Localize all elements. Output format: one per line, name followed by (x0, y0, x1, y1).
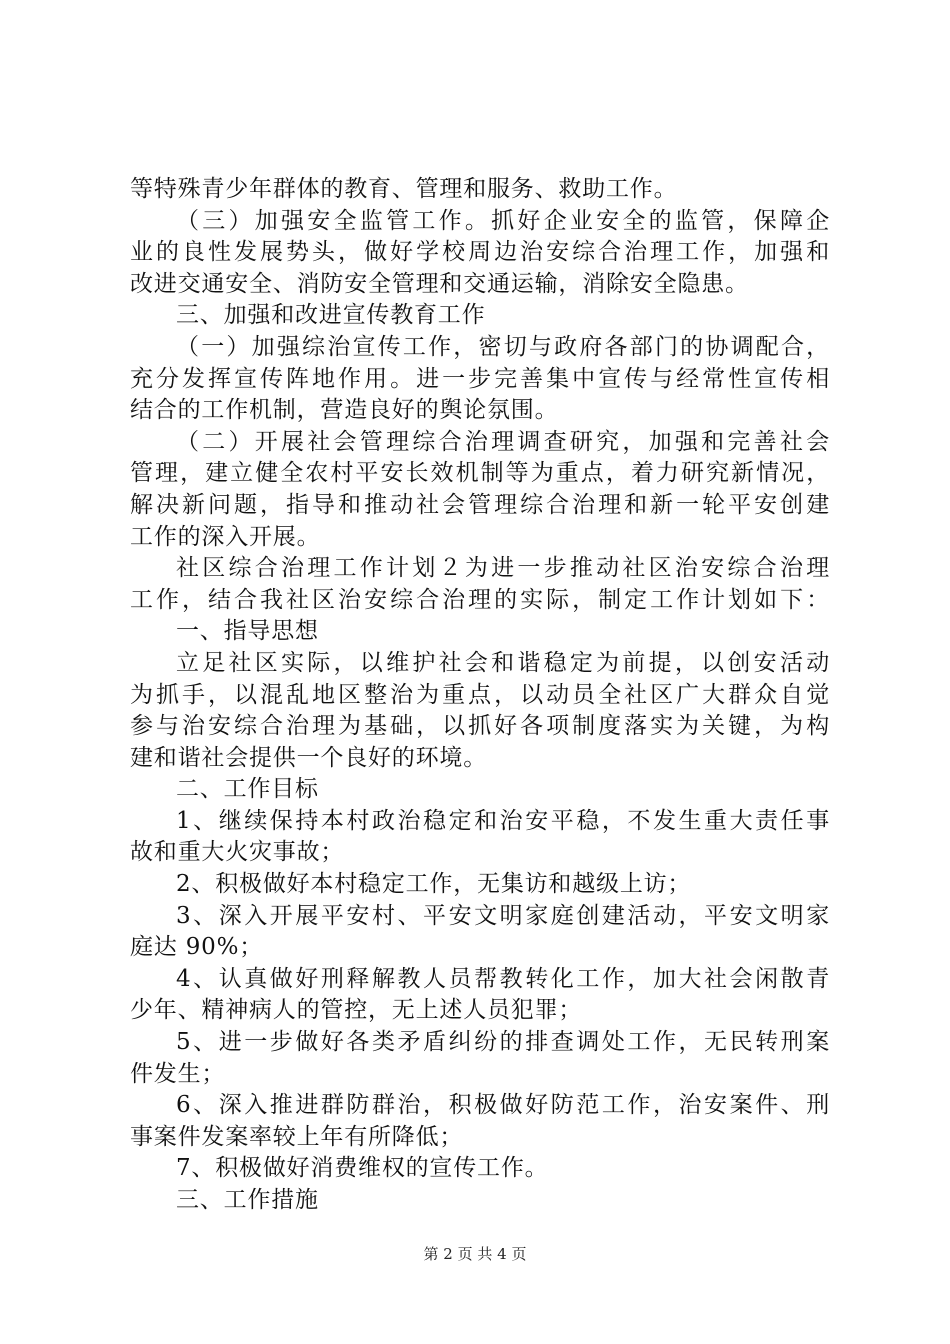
text-line: 二、工作目标 (176, 776, 319, 803)
text-line: 1、继续保持本村政治稳定和治安平稳，不发生重大责任事 (176, 807, 830, 834)
document-body (130, 174, 830, 1217)
text-line: 参与治安综合治理为基础，以抓好各项制度落实为关键，为构 (130, 713, 830, 740)
text-line: 为抓手，以混乱地区整治为重点，以动员全社区广大群众自觉 (130, 681, 830, 708)
text-line: 结合的工作机制，营造良好的舆论氛围。 (130, 397, 559, 424)
text-line: 改进交通安全、消防安全管理和交通运输，消除安全隐患。 (130, 270, 749, 297)
text-line: 工作，结合我社区治安综合治理的实际，制定工作计划如下： (130, 586, 830, 613)
text-line: 三、加强和改进宣传教育工作 (176, 302, 486, 329)
text-line: 管理，建立健全农村平安长效机制等为重点，着力研究新情况， (130, 460, 830, 487)
text-line: 一、指导思想 (176, 618, 319, 645)
text-line: 件发生； (130, 1060, 226, 1087)
text-line: 5、进一步做好各类矛盾纠纷的排查调处工作，无民转刑案 (176, 1029, 830, 1056)
text-line: 社区综合治理工作计划２为进一步推动社区治安综合治理 (176, 555, 830, 582)
text-line: （三）加强安全监管工作。抓好企业安全的监管，保障企 (176, 207, 830, 234)
text-line: 事案件发案率较上年有所降低； (130, 1123, 464, 1150)
text-line: 7、积极做好消费维权的宣传工作。 (176, 1155, 549, 1182)
text-line: 业的良性发展势头，做好学校周边治安综合治理工作，加强和 (130, 239, 830, 266)
text-line: 庭达 90%； (130, 934, 264, 961)
page-footer: 第 2 页 共 4 页 (423, 1245, 527, 1263)
text-line: （二）开展社会管理综合治理调查研究，加强和完善社会 (176, 428, 830, 455)
text-line: 6、深入推进群防群治，积极做好防范工作，治安案件、刑 (176, 1092, 830, 1119)
text-line: 工作的深入开展。 (130, 523, 321, 550)
text-line: 三、工作措施 (176, 1187, 319, 1213)
text-line: 少年、精神病人的管控，无上述人员犯罪； (130, 997, 583, 1024)
text-line: 解决新问题，指导和推动社会管理综合治理和新一轮平安创建 (130, 491, 830, 518)
text-line: 等特殊青少年群体的教育、管理和服务、救助工作。 (130, 176, 678, 202)
text-line: 3、深入开展平安村、平安文明家庭创建活动，平安文明家 (176, 902, 830, 929)
text-line: 充分发挥宣传阵地作用。进一步完善集中宣传与经常性宣传相 (130, 365, 830, 392)
text-line: 立足社区实际，以维护社会和谐稳定为前提，以创安活动 (176, 649, 830, 676)
text-line: 4、认真做好刑释解教人员帮教转化工作，加大社会闲散青 (176, 965, 830, 992)
text-line: 故和重大火灾事故； (130, 839, 345, 866)
text-line: 2、积极做好本村稳定工作，无集访和越级上访； (176, 871, 692, 898)
text-line: 建和谐社会提供一个良好的环境。 (130, 744, 487, 771)
text-line: （一）加强综治宣传工作，密切与政府各部门的协调配合， (176, 333, 830, 360)
